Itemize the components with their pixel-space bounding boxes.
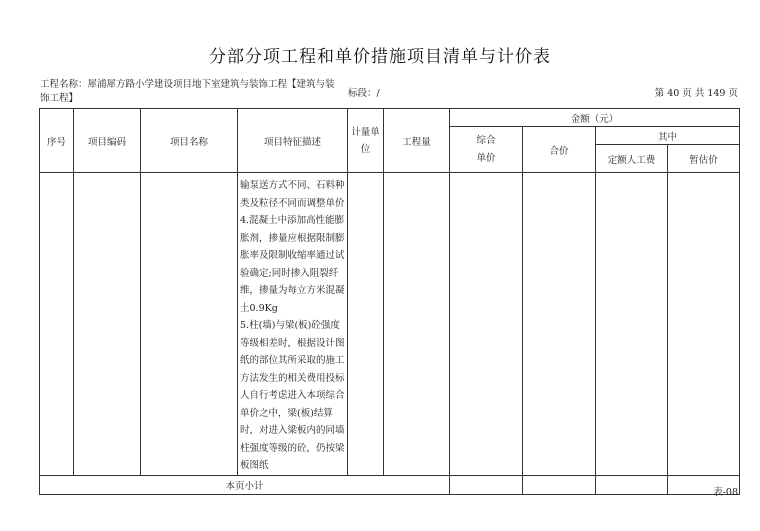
header-labor: 定额人工费 xyxy=(596,145,668,173)
form-number: 表-08 xyxy=(713,487,738,498)
header-provisional: 暂估价 xyxy=(668,145,740,173)
cell-labor xyxy=(596,173,668,476)
section-label: 标段： xyxy=(348,88,377,99)
header-seq: 序号 xyxy=(40,109,74,173)
subtotal-row xyxy=(40,475,740,494)
bill-table xyxy=(39,108,740,495)
header-unit-price: 综合单价 xyxy=(450,127,523,173)
header-feature: 项目特征描述 xyxy=(238,109,348,173)
table-row xyxy=(40,173,740,476)
cell-unit-price xyxy=(450,173,523,476)
header-total: 合价 xyxy=(523,127,596,173)
cell-provisional xyxy=(668,173,740,476)
subtotal-unit-price xyxy=(450,475,523,494)
cell-seq xyxy=(40,173,74,476)
header-code: 项目编码 xyxy=(74,109,141,173)
subtotal-label: 本页小计 xyxy=(40,475,450,494)
header-quantity: 工程量 xyxy=(384,109,450,173)
project-label: 工程名称： xyxy=(40,79,88,90)
cell-total xyxy=(523,173,596,476)
header-name: 项目名称 xyxy=(141,109,238,173)
cell-feature xyxy=(238,173,348,476)
project-name xyxy=(40,78,340,106)
subtotal-total xyxy=(523,475,596,494)
cell-unit xyxy=(348,173,384,476)
cell-name xyxy=(141,173,238,476)
subtotal-labor xyxy=(596,475,668,494)
header-unit: 计量单位 xyxy=(348,109,384,173)
page-title: 分部分项工程和单价措施项目清单与计价表 xyxy=(209,47,551,67)
section-info xyxy=(348,85,380,99)
header-amount: 金额（元） xyxy=(450,109,740,127)
feature-text: 输泵送方式不同、石料种类及粒径不同而调整单价4.混凝土中添加高性能膨胀剂，掺量应根据限制膨胀率及限制收缩率通过试验确定;同时掺入阻裂纤维，掺量为每立方米混凝土0.9Kg 5.柱(墙)与梁(板)砼强度等级相差时，根据设计图纸的部位其所采取的施工方法发生的相关费用投标人自行考虑进入本项综合单价之中，梁(板)结算时，对进入梁板内的同墙柱强度等级的砼，仍按梁板图纸 xyxy=(240,180,345,471)
project-value: 犀浦犀方路小学建设项目地下室建筑与装饰工程【建筑与装饰工程】 xyxy=(40,79,335,104)
page-number: 第 40 页 共 149 页 xyxy=(654,88,738,99)
section-value: / xyxy=(376,88,380,99)
cell-code xyxy=(74,173,141,476)
cell-quantity xyxy=(384,173,450,476)
header-among: 其中 xyxy=(596,127,740,145)
